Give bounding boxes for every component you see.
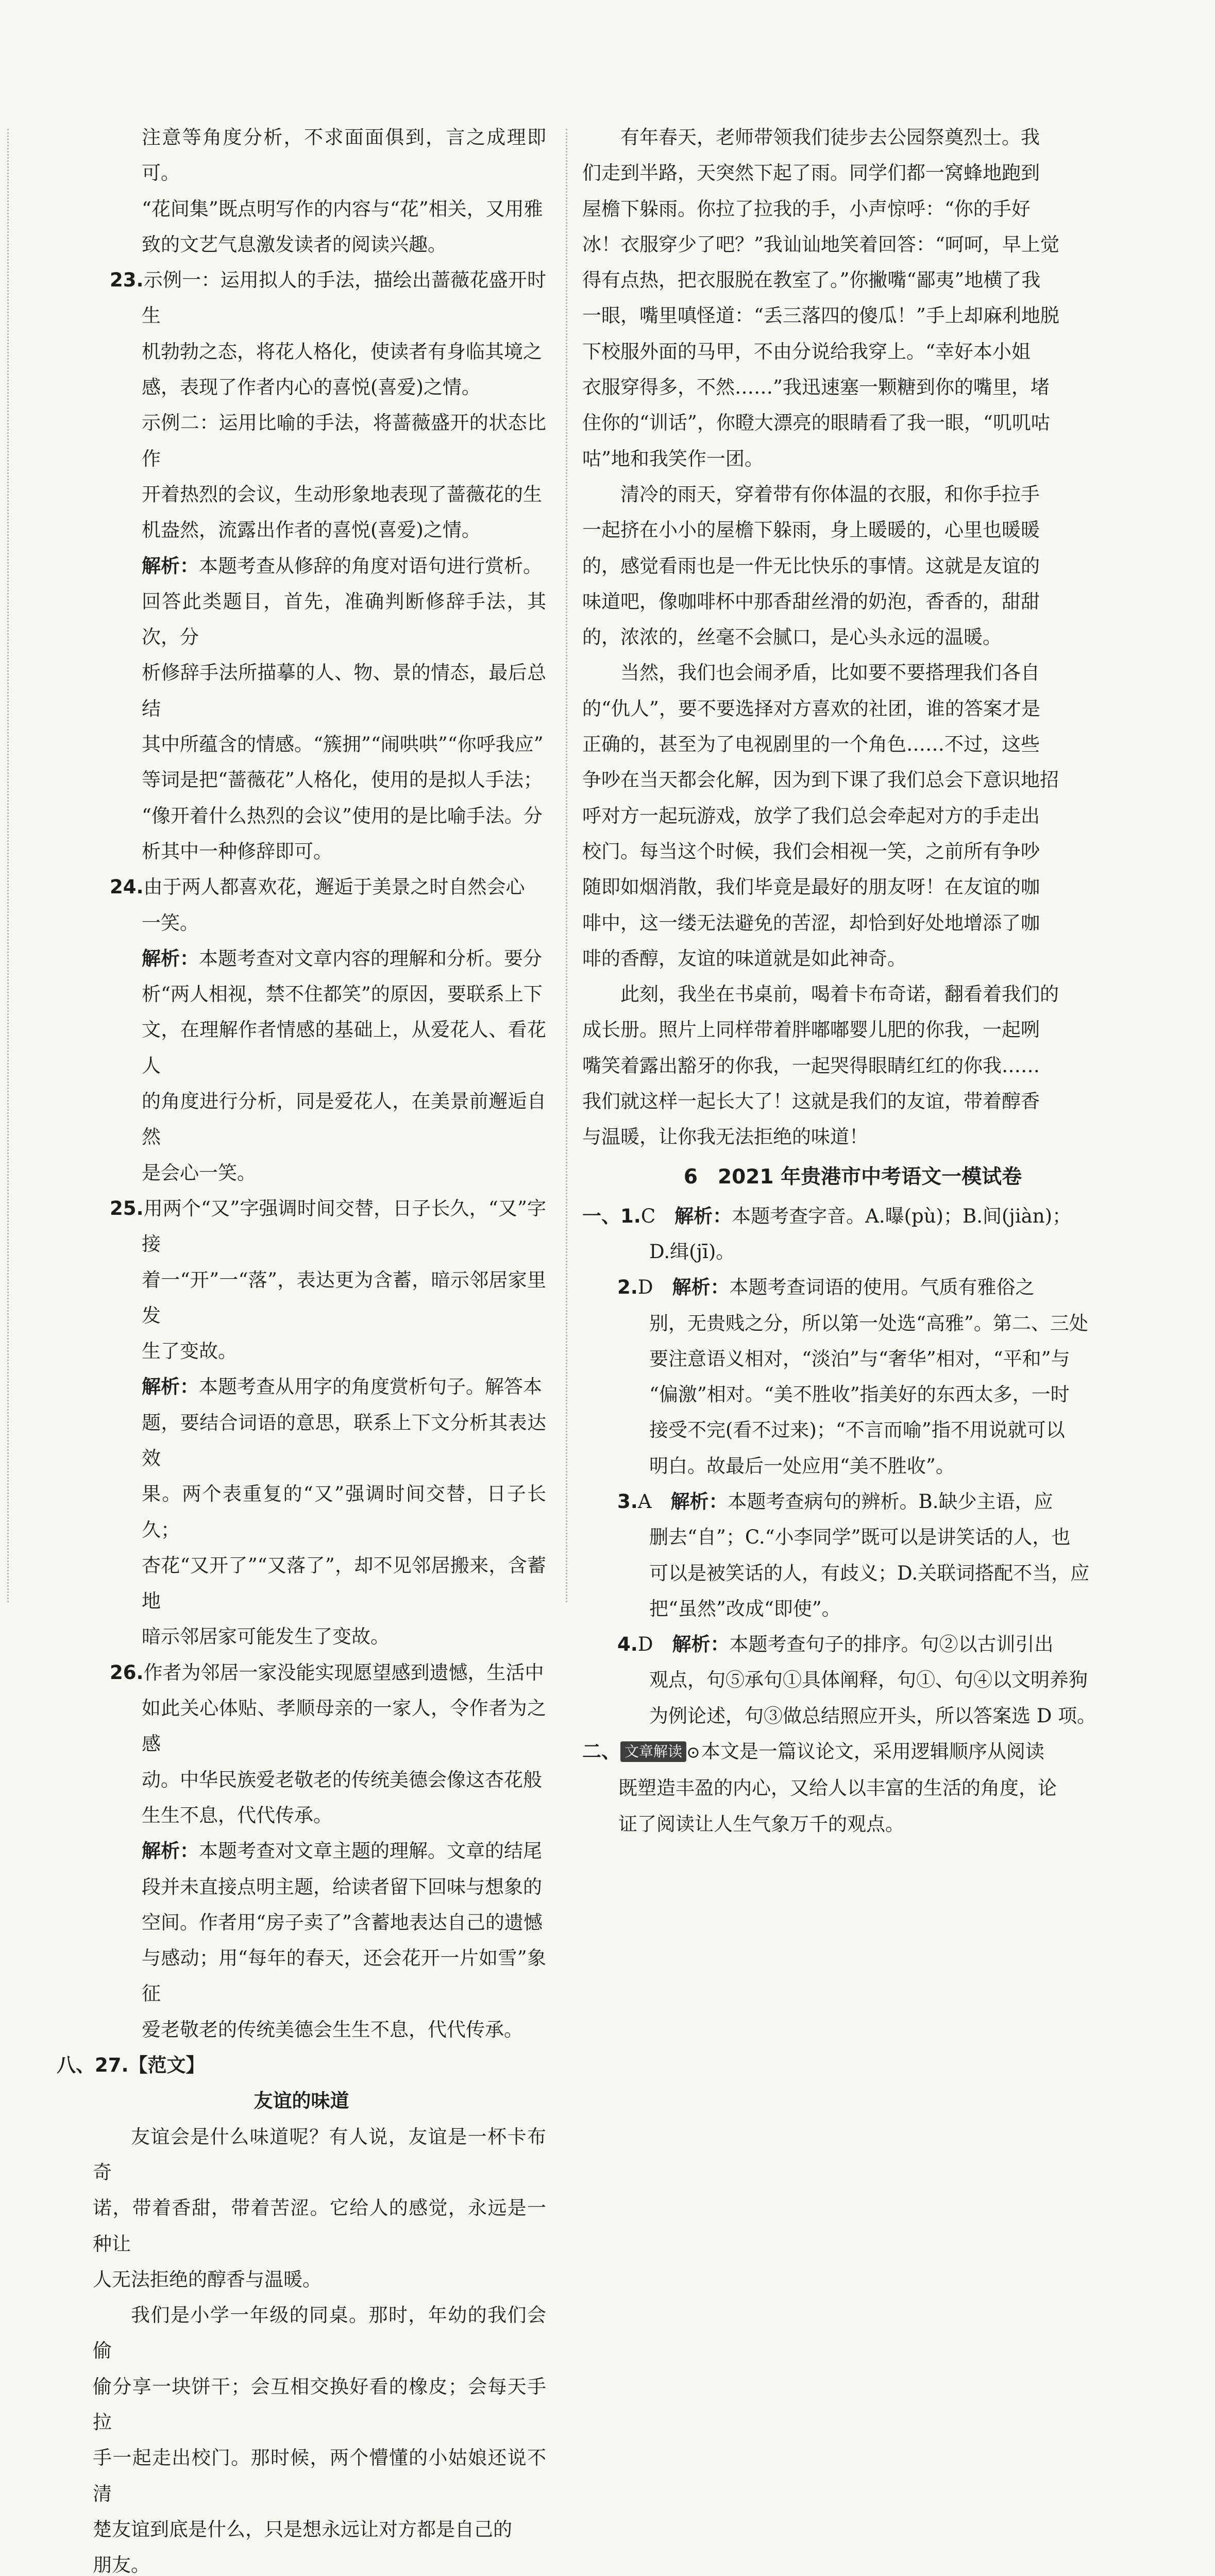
- answer-letter: A: [637, 1490, 652, 1513]
- analysis-label: 解析：: [672, 1276, 730, 1299]
- analysis-line: 本题考查句子的排序。句②以古训引出: [729, 1633, 1054, 1656]
- analysis-line: 为例论述，句③做总结照应开头，所以答案选 D 项。: [649, 1704, 1096, 1727]
- analysis-line: 析其中一种修辞即可。: [142, 840, 332, 862]
- essay-line: 朋友。: [93, 2554, 150, 2576]
- answer-line: 示例一：运用拟人的手法，描绘出蔷薇花盛开时生: [142, 269, 546, 327]
- analysis-line: 与感动；用“每年的春天，还会花开一片如雪”象征: [142, 1947, 546, 2005]
- analysis-line: 文，在理解作者情感的基础上，从爱花人、看花人: [142, 1019, 546, 1077]
- right-column: [582, 120, 1123, 1842]
- analysis-line: 删去“自”；C.“小李同学”既可以是讲笑话的人，也: [649, 1526, 1071, 1549]
- question-number: 2.: [617, 1276, 638, 1299]
- analysis-line: 观点，句⑤承句①具体阐释，句①、句④以文明养狗: [649, 1669, 1088, 1691]
- part-label: 一、1.: [582, 1205, 641, 1227]
- essay-line: 们走到半路，天突然下起了雨。同学们都一窝蜂地跑到: [582, 162, 1040, 184]
- analysis-label: 解析：: [672, 1633, 730, 1656]
- essay-line: 手一起走出校门。那时候，两个懵懂的小姑娘还说不清: [93, 2447, 546, 2505]
- essay-line: 衣服穿得多，不然……”我迅速塞一颗糖到你的嘴里，堵: [582, 376, 1050, 399]
- analysis-line: 析“两人相视，禁不住都笑”的原因，要联系上下: [142, 983, 543, 1006]
- intro-line: 致的文艺气息激发读者的阅读兴趣。: [142, 233, 447, 256]
- essay-line: 一起挤在小小的屋檐下躲雨，身上暖暖的，心里也暖暖: [582, 519, 1040, 541]
- essay-line: 当然，我们也会闹矛盾，比如要不要搭理我们各自: [620, 662, 1040, 684]
- analysis-line: 明白。故最后一处应用“美不胜收”。: [649, 1454, 955, 1477]
- essay-line: 住你的“训话”，你瞪大漂亮的眼睛看了我一眼，“叽叽咕: [582, 412, 1050, 434]
- analysis-line: 要注意语义相对，“淡泊”与“奢华”相对，“平和”与: [649, 1347, 1070, 1370]
- analysis-line: 把“虽然”改成“即使”。: [649, 1597, 841, 1620]
- analysis-line: D.缉(jī)。: [649, 1240, 735, 1263]
- essay-paragraph: [582, 477, 1123, 655]
- part-label: 二、: [582, 1740, 620, 1763]
- analysis-label: 解析：: [674, 1204, 732, 1227]
- answer-letter: D: [637, 1633, 653, 1656]
- question-23: [57, 262, 546, 869]
- answer-line: 作者为邻居一家没能实现愿望感到遗憾，生活中: [143, 1661, 544, 1684]
- analysis-line: 本题考查词语的使用。气质有雅俗之: [729, 1276, 1035, 1299]
- answer-line: 生生不息，代代传承。: [142, 1804, 332, 1826]
- question-number: 3.: [617, 1490, 638, 1513]
- analysis-line: 空间。作者用“房子卖了”含蓄地表达自己的遗憾: [142, 1911, 543, 1934]
- analysis-line: 析修辞手法所描摹的人、物、景的情态，最后总结: [142, 662, 546, 720]
- essay-line: 有年春天，老师带领我们徒步去公园祭奠烈士。我: [620, 126, 1040, 148]
- essay-paragraph: [582, 655, 1123, 976]
- essay-line: 的，浓浓的，丝毫不会腻口，是心头永远的温暖。: [582, 626, 1002, 649]
- essay-line: 清冷的雨天，穿着带有你体温的衣服，和你手拉手: [620, 483, 1040, 505]
- part-1-q4: [582, 1626, 1123, 1734]
- analysis-line: 本题考查字音。A.曝(pù)；B.间(jiàn)；: [732, 1205, 1072, 1227]
- essay-line: 的，感觉看雨也是一件无比快乐的事情。这就是友谊的: [582, 554, 1040, 577]
- article-reading-badge: 文章解读: [620, 1741, 686, 1762]
- essay-line: 友谊会是什么味道呢？有人说，友谊是一杯卡布奇: [93, 2125, 546, 2183]
- essay-line: 诺，带着香甜，带着苦涩。它给人的感觉，永远是一种让: [93, 2197, 546, 2255]
- essay-line: 下校服外面的马甲，不由分说给我穿上。“幸好本小姐: [582, 340, 1031, 363]
- analysis-line: 本题考查从用字的角度赏析句子。解答本: [199, 1376, 542, 1398]
- part-1-q2: [582, 1269, 1123, 1484]
- intro-line: “花间集”既点明写作的内容与“花”相关，又用雅: [142, 197, 543, 220]
- essay-line: 咕”地和我笑作一团。: [582, 447, 764, 470]
- essay-line: 得有点热，把衣服脱在教室了。”你撇嘴“鄙夷”地横了我: [582, 269, 1041, 292]
- essay-line: 楚友谊到底是什么，只是想永远让对方都是自己的: [93, 2518, 512, 2540]
- analysis-line: 本题考查从修辞的角度对语句进行赏析。: [199, 554, 542, 577]
- essay-paragraph: [582, 976, 1123, 1155]
- essay-line: 嘴笑着露出豁牙的你我，一起哭得眼睛红红的你我……: [582, 1054, 1040, 1077]
- intro-line: 注意等角度分析，不求面面俱到，言之成理即可。: [142, 126, 546, 184]
- answer-letter: C: [640, 1205, 656, 1227]
- essay-line: 呼对方一起玩游戏，放学了我们总会牵起对方的手走出: [582, 804, 1040, 827]
- essay-line: 此刻，我坐在书桌前，喝着卡布奇诺，翻看着我们的: [620, 983, 1059, 1006]
- question-24: [57, 869, 546, 1191]
- essay-line: 啡中，这一缕无法避免的苦涩，却恰到好处地增添了咖: [582, 911, 1040, 934]
- answer-line: 示例二：运用比喻的手法，将蔷薇盛开的状态比作: [142, 412, 546, 470]
- analysis-line: 题，要结合词语的意思，联系上下文分析其表达效: [142, 1411, 546, 1469]
- answer-line: 着一“开”一“落”，表达更为含蓄，暗示邻居家里发: [142, 1268, 546, 1327]
- essay-line: 啡的香醇，友谊的味道就是如此神奇。: [582, 947, 906, 970]
- summary-line: 既塑造丰盈的内心，又给人以丰富的生活的角度，论: [618, 1777, 1057, 1800]
- analysis-line: 段并未直接点明主题，给读者留下回味与想象的: [142, 1875, 542, 1898]
- analysis-label: 解析：: [670, 1489, 728, 1513]
- essay-paragraph: [57, 2119, 546, 2297]
- left-column: [57, 120, 546, 2576]
- analysis-line: 是会心一笑。: [142, 1161, 256, 1184]
- question-number: 4.: [617, 1633, 638, 1656]
- essay-paragraph: [582, 120, 1123, 477]
- summary-line: 证了阅读让人生气象万千的观点。: [618, 1812, 904, 1835]
- analysis-line: “像开着什么热烈的会议”使用的是比喻手法。分: [142, 804, 543, 827]
- analysis-line: 可以是被笑话的人，有歧义；D.关联词搭配不当，应: [649, 1562, 1090, 1584]
- section-title: 6 2021 年贵港市中考语文一模试卷: [683, 1165, 1022, 1189]
- essay-line: 争吵在当天都会化解，因为到下课了我们总会下意识地招: [582, 769, 1059, 791]
- question-number: 24.: [110, 876, 144, 899]
- essay-line: 味道吧，像咖啡杯中那香甜丝滑的奶泡，香香的，甜甜: [582, 590, 1040, 613]
- question-26: [57, 1655, 546, 2047]
- left-margin-dotted-line: [7, 129, 9, 1602]
- answer-line: 开着热烈的会议，生动形象地表现了蔷薇花的生: [142, 483, 542, 505]
- essay-line: 校门。每当这个时候，我们会相视一笑，之前所有争吵: [582, 840, 1040, 862]
- column-divider-dotted-line: [566, 129, 567, 1602]
- question-number: 八、27.: [57, 2054, 129, 2077]
- essay-line: 我们是小学一年级的同桌。那时，年幼的我们会偷: [93, 2304, 546, 2362]
- analysis-line: 的角度进行分析，同是爱花人，在美景前邂逅自然: [142, 1090, 546, 1148]
- essay-line: 与温暖，让你我无法拒绝的味道！: [582, 1126, 868, 1148]
- answer-line: 用两个“又”字强调时间交替，日子长久，“又”字接: [142, 1197, 546, 1256]
- analysis-line: 接受不完(看不过来)；“不言而喻”指不用说就可以: [649, 1419, 1065, 1442]
- essay-line: 人无法拒绝的醇香与温暖。: [93, 2268, 322, 2291]
- analysis-label: 解析：: [142, 554, 199, 577]
- part-1-q1: [582, 1198, 1123, 1270]
- analysis-line: 暗示邻居家可能发生了变故。: [142, 1625, 390, 1648]
- analysis-line: 等词是把“蔷薇花”人格化，使用的是拟人手法；: [142, 769, 543, 791]
- answer-line: 感，表现了作者内心的喜悦(喜爱)之情。: [142, 376, 481, 399]
- essay-line: 正确的，甚至为了电视剧里的一个角色……不过，这些: [582, 733, 1040, 756]
- question-27-header: [57, 2047, 546, 2083]
- analysis-line: 别，无贵贱之分，所以第一处选“高雅”。第二、三处: [649, 1312, 1088, 1334]
- essay-paragraph: [57, 2297, 546, 2576]
- analysis-line: 其中所蕴含的情感。“簇拥”“闹哄哄”“你呼我应”: [142, 733, 544, 756]
- part-1-q3: [582, 1484, 1123, 1626]
- essay-line: 的“仇人”，要不要选择对方喜欢的社团，谁的答案才是: [582, 697, 1040, 720]
- intro-block: [57, 120, 546, 262]
- essay-title: 友谊的味道: [254, 2089, 349, 2112]
- part-2: [582, 1734, 1123, 1842]
- model-essay-tag: 【范文】: [128, 2054, 205, 2077]
- analysis-line: 回答此类题目，首先，准确判断修辞手法，其次，分: [142, 590, 546, 649]
- answer-line: 生了变故。: [142, 1340, 237, 1363]
- analysis-label: 解析：: [142, 946, 199, 970]
- answer-line: 动。中华民族爱老敬老的传统美德会像这杏花般: [142, 1768, 542, 1791]
- question-number: 26.: [110, 1661, 144, 1684]
- answer-line: 一笑。: [142, 911, 199, 934]
- essay-line: 冰！衣服穿少了吧？”我讪讪地笑着回答：“呵呵，早上觉: [582, 233, 1059, 256]
- answer-line: 机盎然，流露出作者的喜悦(喜爱)之情。: [142, 519, 481, 541]
- analysis-line: 爱老敬老的传统美德会生生不息，代代传承。: [142, 2018, 523, 2041]
- analysis-line: 本题考查对文章内容的理解和分析。要分: [199, 947, 542, 970]
- analysis-label: 解析：: [142, 1375, 199, 1398]
- essay-line: 我们就这样一起长大了！这就是我们的友谊，带着醇香: [582, 1090, 1040, 1113]
- analysis-line: 本题考查病句的辨析。B.缺少主语，应: [728, 1490, 1053, 1513]
- question-number: 23.: [110, 269, 144, 292]
- answer-line: 由于两人都喜欢花，邂逅于美景之时自然会心: [143, 876, 525, 899]
- summary-line: 本文是一篇议论文，采用逻辑顺序从阅读: [701, 1740, 1044, 1763]
- question-25: [57, 1191, 546, 1655]
- essay-line: 随即如烟消散，我们毕竟是最好的朋友呀！在友谊的咖: [582, 876, 1040, 899]
- analysis-line: “偏激”相对。“美不胜收”指美好的东西太多，一时: [649, 1383, 1070, 1406]
- essay-line: 一眼，嘴里嗔怪道：“丢三落四的傻瓜！”手上却麻利地脱: [582, 304, 1059, 327]
- arrow-icon: ⊙: [686, 1742, 700, 1762]
- essay-line: 成长册。照片上同样带着胖嘟嘟婴儿肥的你我，一起咧: [582, 1019, 1040, 1041]
- analysis-line: 本题考查对文章主题的理解。文章的结尾: [199, 1840, 542, 1862]
- analysis-line: 果。两个表重复的“又”强调时间交替，日子长久；: [142, 1483, 546, 1541]
- analysis-label: 解析：: [142, 1839, 199, 1862]
- essay-line: 偷分享一块饼干；会互相交换好看的橡皮；会每天手拉: [93, 2375, 546, 2433]
- answer-letter: D: [637, 1276, 653, 1299]
- question-number: 25.: [110, 1197, 144, 1219]
- essay-line: 屋檐下躲雨。你拉了拉我的手，小声惊呼：“你的手好: [582, 197, 1031, 220]
- answer-line: 如此关心体贴、孝顺母亲的一家人，令作者为之感: [142, 1697, 546, 1755]
- analysis-line: 杏花“又开了”“又落了”，却不见邻居搬来，含蓄地: [142, 1554, 546, 1613]
- answer-line: 机勃勃之态，将花人格化，使读者有身临其境之: [142, 340, 542, 363]
